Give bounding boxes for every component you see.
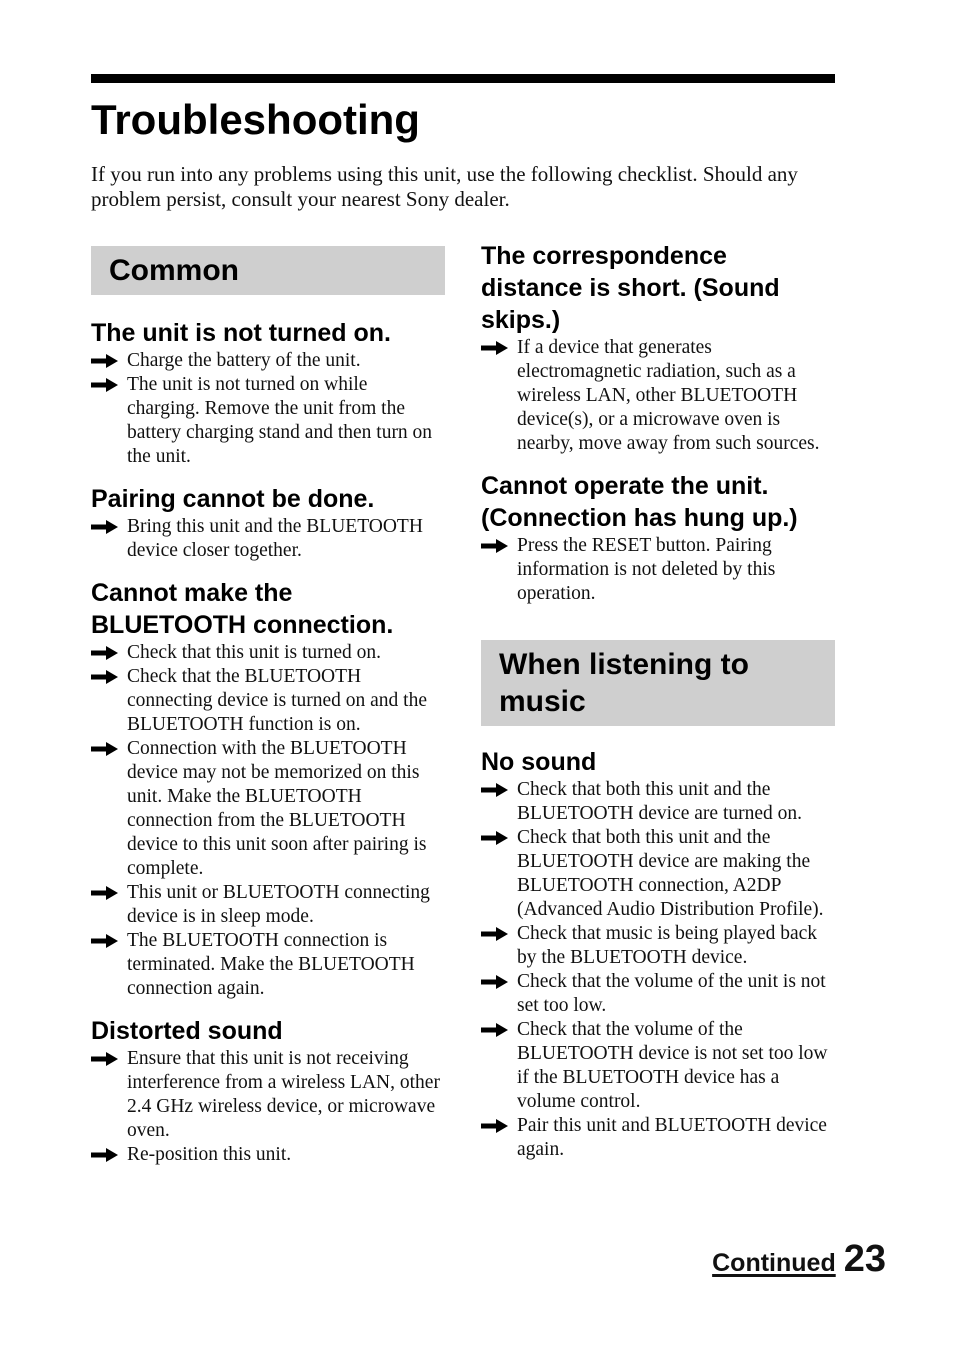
arrow-right-icon <box>91 886 118 900</box>
arrow-right-icon <box>91 354 118 368</box>
issue-cannot-operate <box>481 470 835 606</box>
solution-item: Check that the BLUETOOTH connecting device is turned on and the BLUETOOTH function is on. <box>91 665 445 737</box>
issue-title: Cannot make the BLUETOOTH connection. <box>91 579 394 639</box>
issue-short-distance <box>481 240 835 456</box>
arrow-right-icon <box>91 1052 118 1066</box>
arrow-right-icon <box>91 1148 118 1162</box>
issue-title: Cannot operate the unit. (Connection has hung up.) <box>481 472 798 532</box>
intro-text: If you run into any problems using this unit, use the following checklist. Should any problem persist, consult your nearest Sony dealer. <box>91 162 798 211</box>
section-heading-listening: When listening to music <box>481 640 835 726</box>
issue-title: Distorted sound <box>91 1017 283 1045</box>
issue-bluetooth-connection <box>91 577 445 1001</box>
page-number: 23 <box>843 1238 886 1280</box>
solution-item: Bring this unit and the BLUETOOTH device closer together. <box>91 515 445 563</box>
issue-not-turned-on <box>91 317 445 469</box>
arrow-right-icon <box>481 831 508 845</box>
arrow-right-icon <box>481 927 508 941</box>
arrow-right-icon <box>481 1119 508 1133</box>
solution-item: Re-position this unit. <box>91 1143 445 1167</box>
arrow-right-icon <box>91 934 118 948</box>
solution-item: Check that the volume of the BLUETOOTH device is not set too low if the BLUETOOTH device has a volume control. <box>481 1018 835 1114</box>
issue-title: The correspondence distance is short. (Sound skips.) <box>481 242 780 334</box>
page-title: Troubleshooting <box>91 96 420 143</box>
issue-pairing <box>91 483 445 563</box>
solution-item: Check that music is being played back by the BLUETOOTH device. <box>481 922 835 970</box>
continued-label: Continued <box>712 1249 836 1277</box>
issue-no-sound <box>481 746 835 1162</box>
issue-title: The unit is not turned on. <box>91 319 391 347</box>
left-column <box>91 240 445 1167</box>
solution-item: Connection with the BLUETOOTH device may not be memorized on this unit. Make the BLUETOOTH connection from the BLUETOOTH device to this unit soon after pairing is complete. <box>91 737 445 881</box>
arrow-right-icon <box>91 520 118 534</box>
solution-item: The BLUETOOTH connection is terminated. Make the BLUETOOTH connection again. <box>91 929 445 1001</box>
arrow-right-icon <box>481 1023 508 1037</box>
arrow-right-icon <box>91 742 118 756</box>
arrow-right-icon <box>481 783 508 797</box>
solution-item: Check that both this unit and the BLUETOOTH device are making the BLUETOOTH connection, A2DP (Advanced Audio Distribution Profile). <box>481 826 835 922</box>
solution-item: Charge the battery of the unit. <box>91 349 445 373</box>
solution-item: Check that this unit is turned on. <box>91 641 445 665</box>
solution-item: Check that the volume of the unit is not set too low. <box>481 970 835 1018</box>
solution-item: The unit is not turned on while charging. Remove the unit from the battery charging stand and then turn on the unit. <box>91 373 445 469</box>
issue-distorted-sound <box>91 1015 445 1167</box>
arrow-right-icon <box>481 341 508 355</box>
solution-item: This unit or BLUETOOTH connecting device is in sleep mode. <box>91 881 445 929</box>
right-column <box>481 240 835 1162</box>
solution-item: Check that both this unit and the BLUETOOTH device are turned on. <box>481 778 835 826</box>
issue-title: No sound <box>481 748 597 776</box>
arrow-right-icon <box>481 975 508 989</box>
arrow-right-icon <box>481 539 508 553</box>
title-rule <box>91 74 835 83</box>
issue-title: Pairing cannot be done. <box>91 485 375 513</box>
solution-item: If a device that generates electromagnetic radiation, such as a wireless LAN, other BLUETOOTH device(s), or a microwave oven is nearby, move away from such sources. <box>481 336 835 456</box>
solution-item: Press the RESET button. Pairing information is not deleted by this operation. <box>481 534 835 606</box>
arrow-right-icon <box>91 378 118 392</box>
arrow-right-icon <box>91 670 118 684</box>
solution-item: Ensure that this unit is not receiving interference from a wireless LAN, other 2.4 GHz wireless device, or microwave oven. <box>91 1047 445 1143</box>
solution-item: Pair this unit and BLUETOOTH device again. <box>481 1114 835 1162</box>
section-heading-common: Common <box>91 246 445 295</box>
page-footer <box>712 1238 886 1281</box>
arrow-right-icon <box>91 646 118 660</box>
